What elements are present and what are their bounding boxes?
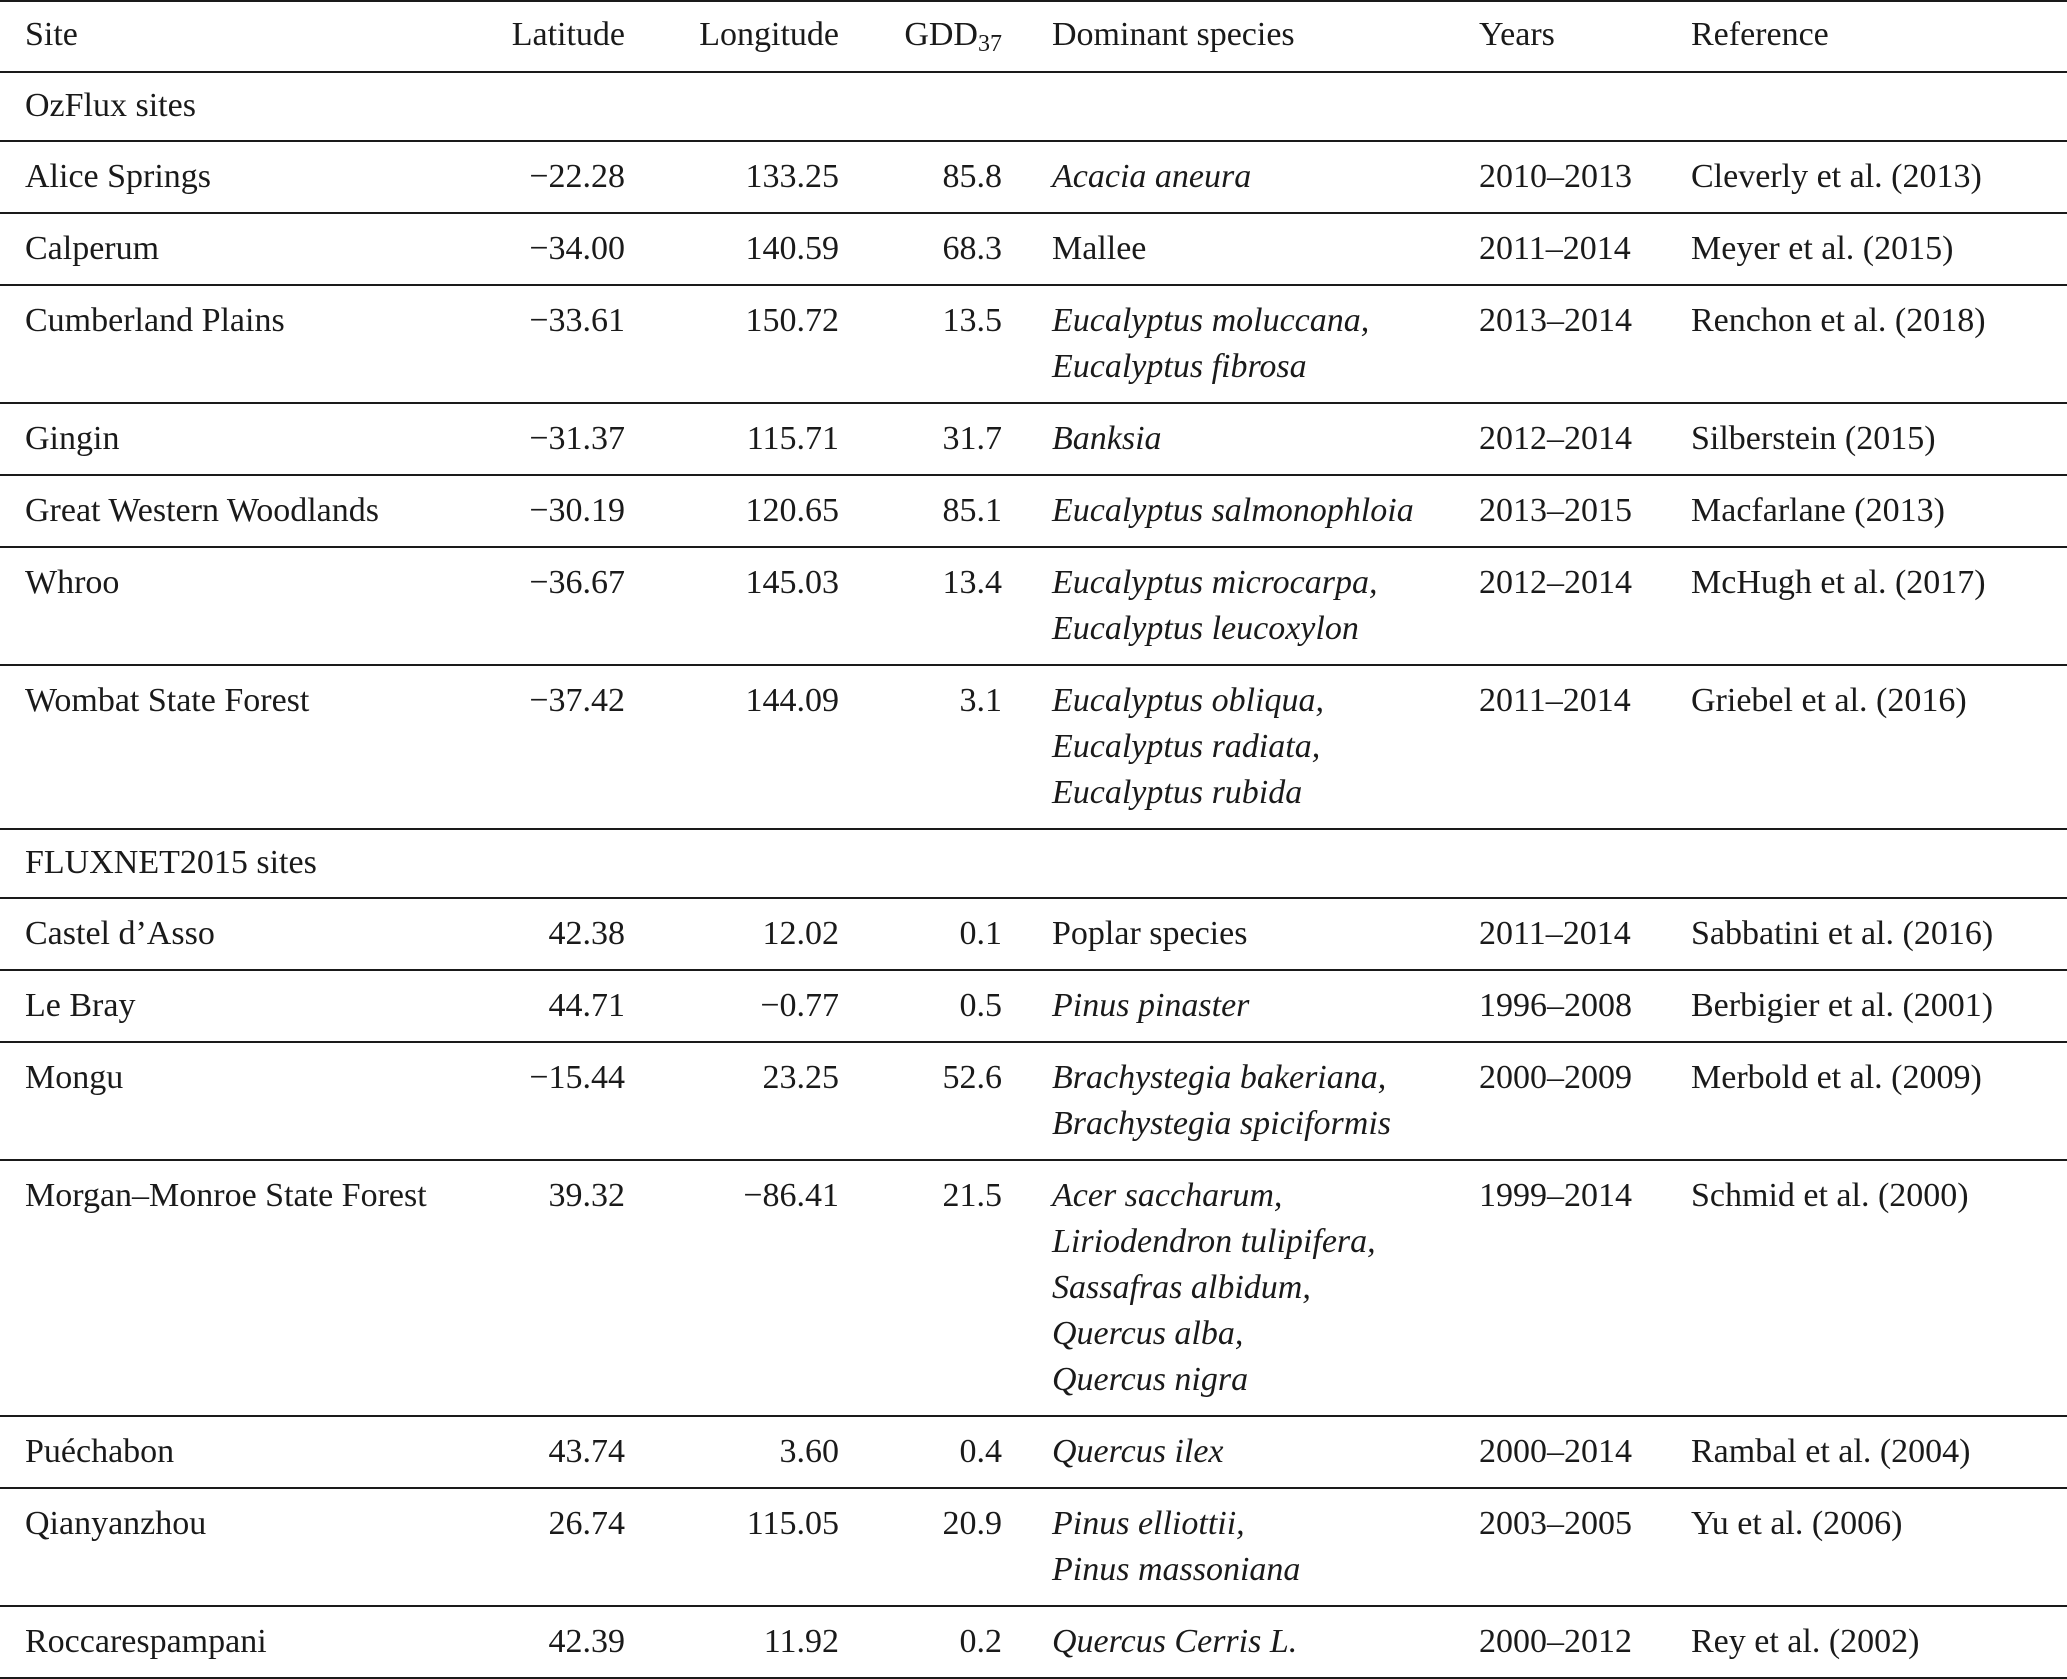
header-site: Site xyxy=(0,1,489,72)
cell-years: 2013–2014 xyxy=(1462,285,1678,403)
cell-longitude: 133.25 xyxy=(652,141,853,213)
species-line: Eucalyptus salmonophloia xyxy=(1052,492,1414,529)
cell-reference: Berbigier et al. (2001) xyxy=(1678,970,2067,1042)
cell-years: 2011–2014 xyxy=(1462,898,1678,970)
species-line: Pinus pinaster xyxy=(1052,987,1250,1024)
cell-site: Cumberland Plains xyxy=(0,285,489,403)
cell-site: Whroo xyxy=(0,547,489,665)
cell-longitude: 23.25 xyxy=(652,1042,853,1160)
group-label: OzFlux sites xyxy=(0,72,2067,141)
cell-reference: Renchon et al. (2018) xyxy=(1678,285,2067,403)
cell-dominant-species xyxy=(1016,1416,1462,1488)
cell-site: Puéchabon xyxy=(0,1416,489,1488)
cell-gdd: 0.5 xyxy=(853,970,1016,1042)
cell-longitude: 11.92 xyxy=(652,1606,853,1678)
species-line: Eucalyptus rubida xyxy=(1052,774,1303,811)
species-line: Banksia xyxy=(1052,420,1162,457)
cell-site: Castel d’Asso xyxy=(0,898,489,970)
species-line: Poplar species xyxy=(1052,915,1248,952)
cell-years: 2003–2005 xyxy=(1462,1488,1678,1606)
cell-longitude: −0.77 xyxy=(652,970,853,1042)
cell-reference: Schmid et al. (2000) xyxy=(1678,1160,2067,1416)
cell-latitude: −22.28 xyxy=(489,141,652,213)
group-row xyxy=(0,829,2067,898)
cell-reference: Merbold et al. (2009) xyxy=(1678,1042,2067,1160)
table-row xyxy=(0,403,2067,475)
cell-gdd: 3.1 xyxy=(853,665,1016,829)
cell-reference: Meyer et al. (2015) xyxy=(1678,213,2067,285)
cell-latitude: 42.38 xyxy=(489,898,652,970)
header-reference: Reference xyxy=(1678,1,2067,72)
species-line: Sassafras albidum, xyxy=(1052,1269,1311,1306)
cell-years: 2000–2012 xyxy=(1462,1606,1678,1678)
table-row xyxy=(0,475,2067,547)
table-row xyxy=(0,1160,2067,1416)
cell-site: Mongu xyxy=(0,1042,489,1160)
cell-site: Le Bray xyxy=(0,970,489,1042)
cell-gdd: 85.8 xyxy=(853,141,1016,213)
species-line: Quercus alba, xyxy=(1052,1315,1244,1352)
cell-longitude: 140.59 xyxy=(652,213,853,285)
cell-dominant-species xyxy=(1016,1042,1462,1160)
cell-years: 1999–2014 xyxy=(1462,1160,1678,1416)
table-row xyxy=(0,1416,2067,1488)
cell-reference: Macfarlane (2013) xyxy=(1678,475,2067,547)
cell-dominant-species xyxy=(1016,665,1462,829)
table-row xyxy=(0,1042,2067,1160)
header-gdd xyxy=(853,1,1016,72)
cell-latitude: 26.74 xyxy=(489,1488,652,1606)
species-line: Quercus Cerris L. xyxy=(1052,1623,1298,1660)
cell-years: 2011–2014 xyxy=(1462,213,1678,285)
species-line: Eucalyptus moluccana, xyxy=(1052,302,1370,339)
cell-site: Qianyanzhou xyxy=(0,1488,489,1606)
species-line: Eucalyptus fibrosa xyxy=(1052,348,1307,385)
species-line: Pinus massoniana xyxy=(1052,1551,1301,1588)
cell-gdd: 85.1 xyxy=(853,475,1016,547)
header-years: Years xyxy=(1462,1,1678,72)
group-row xyxy=(0,72,2067,141)
cell-site: Morgan–Monroe State Forest xyxy=(0,1160,489,1416)
species-line: Pinus elliottii, xyxy=(1052,1505,1245,1542)
species-line: Liriodendron tulipifera, xyxy=(1052,1223,1376,1260)
cell-gdd: 0.1 xyxy=(853,898,1016,970)
table-row xyxy=(0,141,2067,213)
cell-gdd: 21.5 xyxy=(853,1160,1016,1416)
table-row xyxy=(0,1606,2067,1678)
cell-longitude: 115.05 xyxy=(652,1488,853,1606)
cell-site: Alice Springs xyxy=(0,141,489,213)
cell-longitude: −86.41 xyxy=(652,1160,853,1416)
cell-site: Gingin xyxy=(0,403,489,475)
species-line: Brachystegia spiciformis xyxy=(1052,1105,1392,1142)
cell-years: 1996–2008 xyxy=(1462,970,1678,1042)
cell-latitude: 43.74 xyxy=(489,1416,652,1488)
cell-years: 2012–2014 xyxy=(1462,547,1678,665)
species-line: Eucalyptus radiata, xyxy=(1052,728,1321,765)
species-line: Quercus ilex xyxy=(1052,1433,1224,1470)
cell-longitude: 145.03 xyxy=(652,547,853,665)
cell-years: 2010–2013 xyxy=(1462,141,1678,213)
cell-latitude: −15.44 xyxy=(489,1042,652,1160)
cell-dominant-species xyxy=(1016,1488,1462,1606)
cell-dominant-species xyxy=(1016,970,1462,1042)
cell-gdd: 13.5 xyxy=(853,285,1016,403)
cell-reference: McHugh et al. (2017) xyxy=(1678,547,2067,665)
species-line: Mallee xyxy=(1052,230,1147,267)
species-line: Quercus nigra xyxy=(1052,1361,1249,1398)
cell-longitude: 12.02 xyxy=(652,898,853,970)
cell-gdd: 0.4 xyxy=(853,1416,1016,1488)
species-line: Eucalyptus leucoxylon xyxy=(1052,610,1359,647)
cell-latitude: −33.61 xyxy=(489,285,652,403)
cell-longitude: 115.71 xyxy=(652,403,853,475)
table-row xyxy=(0,898,2067,970)
cell-longitude: 120.65 xyxy=(652,475,853,547)
table-body xyxy=(0,72,2067,1678)
cell-gdd: 68.3 xyxy=(853,213,1016,285)
cell-years: 2011–2014 xyxy=(1462,665,1678,829)
table-row xyxy=(0,970,2067,1042)
cell-site: Wombat State Forest xyxy=(0,665,489,829)
cell-gdd: 52.6 xyxy=(853,1042,1016,1160)
header-gdd-base: GDD xyxy=(904,16,978,53)
cell-latitude: −30.19 xyxy=(489,475,652,547)
cell-dominant-species xyxy=(1016,213,1462,285)
cell-latitude: 42.39 xyxy=(489,1606,652,1678)
cell-reference: Silberstein (2015) xyxy=(1678,403,2067,475)
cell-reference: Rambal et al. (2004) xyxy=(1678,1416,2067,1488)
cell-longitude: 150.72 xyxy=(652,285,853,403)
cell-dominant-species xyxy=(1016,285,1462,403)
cell-gdd: 13.4 xyxy=(853,547,1016,665)
cell-longitude: 3.60 xyxy=(652,1416,853,1488)
table-row xyxy=(0,213,2067,285)
table-row xyxy=(0,547,2067,665)
species-line: Brachystegia bakeriana, xyxy=(1052,1059,1387,1096)
cell-gdd: 31.7 xyxy=(853,403,1016,475)
cell-latitude: −31.37 xyxy=(489,403,652,475)
table-row xyxy=(0,285,2067,403)
cell-dominant-species xyxy=(1016,403,1462,475)
species-line: Eucalyptus obliqua, xyxy=(1052,682,1324,719)
cell-dominant-species xyxy=(1016,1606,1462,1678)
table-row xyxy=(0,665,2067,829)
cell-gdd: 0.2 xyxy=(853,1606,1016,1678)
cell-years: 2000–2014 xyxy=(1462,1416,1678,1488)
cell-reference: Griebel et al. (2016) xyxy=(1678,665,2067,829)
cell-reference: Cleverly et al. (2013) xyxy=(1678,141,2067,213)
cell-latitude: 39.32 xyxy=(489,1160,652,1416)
cell-longitude: 144.09 xyxy=(652,665,853,829)
cell-latitude: −34.00 xyxy=(489,213,652,285)
header-row xyxy=(0,1,2067,72)
species-line: Acacia aneura xyxy=(1052,158,1252,195)
cell-reference: Yu et al. (2006) xyxy=(1678,1488,2067,1606)
header-longitude: Longitude xyxy=(652,1,853,72)
cell-latitude: 44.71 xyxy=(489,970,652,1042)
table-row xyxy=(0,1488,2067,1606)
cell-site: Roccarespampani xyxy=(0,1606,489,1678)
cell-dominant-species xyxy=(1016,141,1462,213)
species-line: Acer saccharum, xyxy=(1052,1177,1283,1214)
cell-dominant-species xyxy=(1016,1160,1462,1416)
table-header xyxy=(0,1,2067,72)
header-dominant-species: Dominant species xyxy=(1016,1,1462,72)
cell-site: Calperum xyxy=(0,213,489,285)
cell-latitude: −36.67 xyxy=(489,547,652,665)
cell-reference: Sabbatini et al. (2016) xyxy=(1678,898,2067,970)
cell-gdd: 20.9 xyxy=(853,1488,1016,1606)
cell-years: 2012–2014 xyxy=(1462,403,1678,475)
cell-dominant-species xyxy=(1016,898,1462,970)
cell-site: Great Western Woodlands xyxy=(0,475,489,547)
cell-latitude: −37.42 xyxy=(489,665,652,829)
header-gdd-sub: 37 xyxy=(978,31,1002,57)
cell-dominant-species xyxy=(1016,547,1462,665)
cell-years: 2000–2009 xyxy=(1462,1042,1678,1160)
header-latitude: Latitude xyxy=(489,1,652,72)
cell-dominant-species xyxy=(1016,475,1462,547)
group-label: FLUXNET2015 sites xyxy=(0,829,2067,898)
species-line: Eucalyptus microcarpa, xyxy=(1052,564,1378,601)
cell-years: 2013–2015 xyxy=(1462,475,1678,547)
cell-reference: Rey et al. (2002) xyxy=(1678,1606,2067,1678)
